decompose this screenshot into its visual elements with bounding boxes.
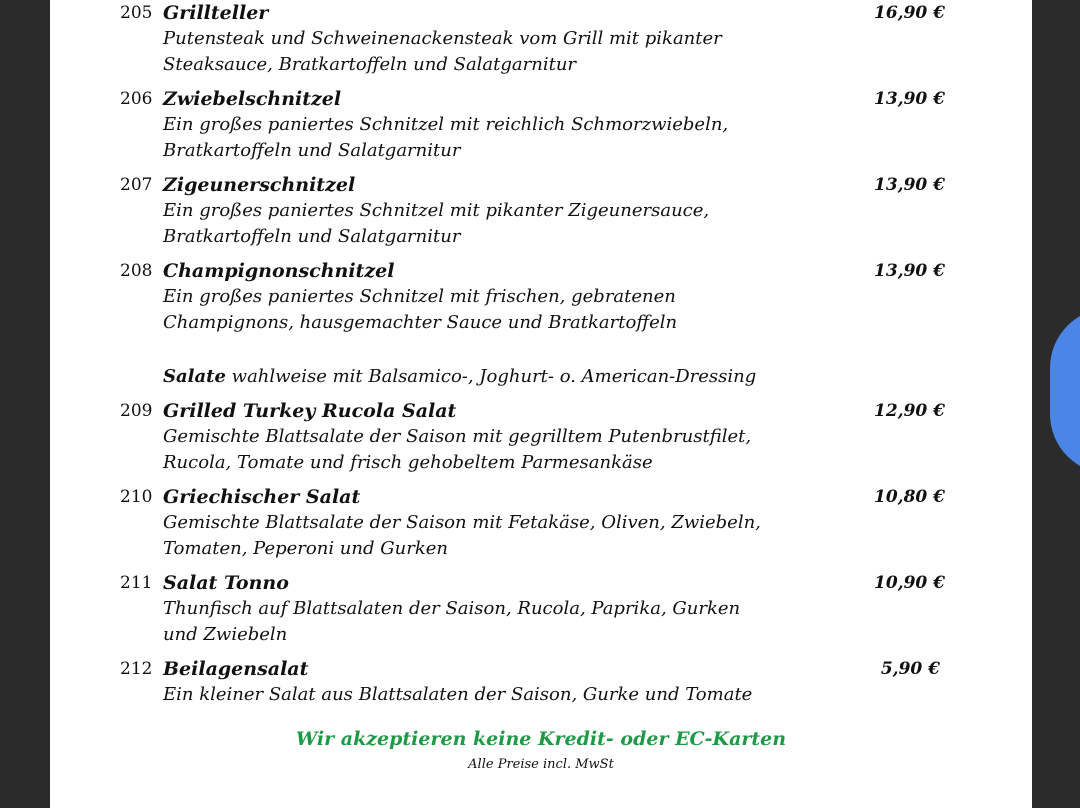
item-description-line: Ein großes paniertes Schnitzel mit frischen, gebratenen — [163, 286, 676, 307]
item-name: Griechischer Salat — [163, 486, 361, 508]
item-description — [163, 26, 883, 78]
item-price: 13,90 € — [874, 175, 945, 195]
side-panel-handle[interactable] — [1050, 308, 1080, 474]
item-description-line: Bratkartoffeln und Salatgarnitur — [163, 226, 461, 247]
item-price: 5,90 € — [880, 659, 940, 679]
item-number: 209 — [120, 401, 153, 421]
item-description-line: Rucola, Tomate und frisch gehobeltem Parmesankäse — [163, 452, 653, 473]
item-description — [163, 284, 883, 336]
item-name: Beilagensalat — [163, 658, 309, 680]
item-number: 211 — [120, 573, 153, 593]
item-description — [163, 510, 883, 562]
item-description — [163, 112, 883, 164]
item-description-line: und Zwiebeln — [163, 624, 288, 645]
item-name: Grillteller — [163, 2, 269, 24]
item-price: 10,90 € — [874, 573, 945, 593]
item-number: 208 — [120, 261, 153, 281]
item-description-line: Ein kleiner Salat aus Blattsalaten der Saison, Gurke und Tomate — [163, 684, 753, 705]
item-description-line: Champignons, hausgemachter Sauce und Bratkartoffeln — [163, 312, 678, 333]
section-label: Salate — [163, 366, 226, 387]
item-name: Champignonschnitzel — [163, 260, 395, 282]
item-number: 206 — [120, 89, 153, 109]
item-description — [163, 424, 883, 476]
item-name: Zigeunerschnitzel — [163, 174, 356, 196]
item-description-line: Ein großes paniertes Schnitzel mit reichlich Schmorzwiebeln, — [163, 114, 729, 135]
item-description-line: Steaksauce, Bratkartoffeln und Salatgarnitur — [163, 54, 577, 75]
item-description-line: Thunfisch auf Blattsalaten der Saison, Rucola, Paprika, Gurken — [163, 598, 741, 619]
item-description-line: Gemischte Blattsalate der Saison mit Fetakäse, Oliven, Zwiebeln, — [163, 512, 761, 533]
item-number: 205 — [120, 3, 153, 23]
tax-note: Alle Preise incl. MwSt — [468, 757, 614, 772]
item-price: 10,80 € — [874, 487, 945, 507]
item-price: 16,90 € — [874, 3, 945, 23]
item-description-line: Tomaten, Peperoni und Gurken — [163, 538, 448, 559]
item-price: 13,90 € — [874, 261, 945, 281]
item-description — [163, 198, 883, 250]
item-description-line: Gemischte Blattsalate der Saison mit gegrilltem Putenbrustfilet, — [163, 426, 752, 447]
item-description-line: Bratkartoffeln und Salatgarnitur — [163, 140, 461, 161]
item-description-line: Putensteak und Schweinenackensteak vom Grill mit pikanter — [163, 28, 722, 49]
item-number: 210 — [120, 487, 153, 507]
item-number: 212 — [120, 659, 153, 679]
payment-notice: Wir akzeptieren keine Kredit- oder EC-Karten — [295, 728, 787, 750]
item-name: Grilled Turkey Rucola Salat — [163, 400, 457, 422]
item-price: 12,90 € — [874, 401, 945, 421]
item-name: Zwiebelschnitzel — [163, 88, 342, 110]
section-note: wahlweise mit Balsamico-, Joghurt- o. American-Dressing — [225, 366, 757, 387]
item-description — [163, 596, 883, 648]
item-description — [163, 682, 883, 708]
salad-section-heading — [163, 364, 756, 390]
item-number: 207 — [120, 175, 153, 195]
item-name: Salat Tonno — [163, 572, 289, 594]
item-price: 13,90 € — [874, 89, 945, 109]
item-description-line: Ein großes paniertes Schnitzel mit pikanter Zigeunersauce, — [163, 200, 710, 221]
menu-page — [50, 0, 1032, 808]
